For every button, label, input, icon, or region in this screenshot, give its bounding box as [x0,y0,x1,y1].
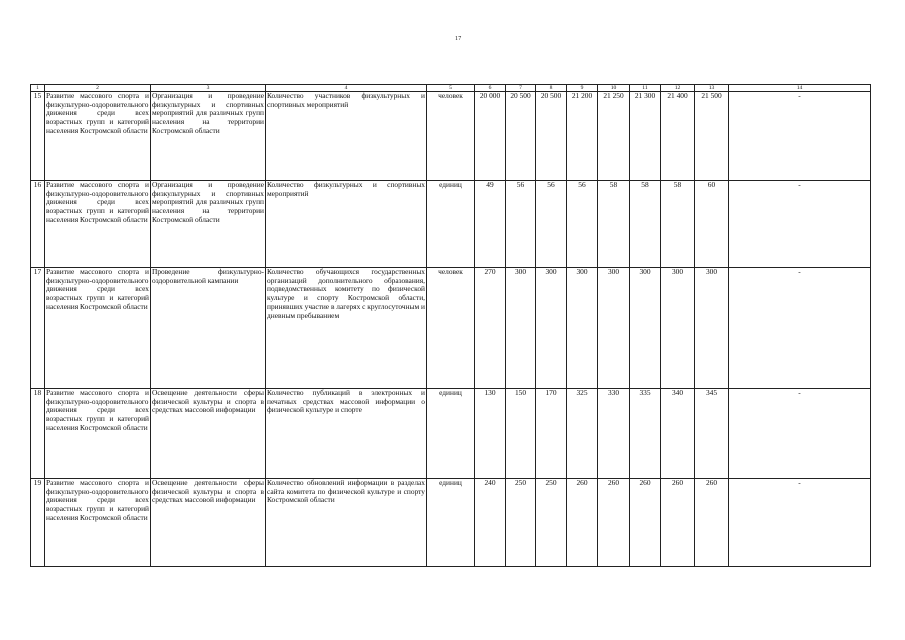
indicator-cell: Количество участников физкультурных и спортивных мероприятий [266,92,427,181]
value-cell: 240 [475,479,506,567]
column-header: 9 [567,85,598,92]
indicators-table [30,84,871,567]
value-cell: 250 [536,479,567,567]
task-cell: Развитие массового спорта и физкультурно-оздоровительного движения среди всех возрастных групп и категорий населения Костромской области [45,479,151,567]
value-cell: 300 [506,268,536,389]
value-cell: 20 500 [506,92,536,181]
value-cell: 20 000 [475,92,506,181]
value-cell: 300 [695,268,729,389]
note-cell: - [729,389,871,479]
value-cell: 21 500 [695,92,729,181]
value-cell: 250 [506,479,536,567]
page-number: 17 [455,36,462,42]
value-cell: 130 [475,389,506,479]
task-cell: Развитие массового спорта и физкультурно-оздоровительного движения среди всех возрастных групп и категорий населения Костромской области [45,389,151,479]
note-cell: - [729,92,871,181]
value-cell: 21 250 [598,92,630,181]
value-cell: 56 [536,181,567,268]
value-cell: 345 [695,389,729,479]
column-header: 13 [695,85,729,92]
value-cell: 325 [567,389,598,479]
value-cell: 340 [661,389,695,479]
indicator-cell: Количество обновлений информации в разделах сайта комитета по физической культуре и спорту Костромской области [266,479,427,567]
value-cell: 300 [630,268,661,389]
column-header: 6 [475,85,506,92]
value-cell: 300 [661,268,695,389]
value-cell: 21 300 [630,92,661,181]
indicator-cell: Количество обучающихся государственных организаций дополнительного образования, подведомственных комитету по физической культуре и спорту Костромской области, принявших участие в лагерях с круглосуточным и дневным пребыванием [266,268,427,389]
row-number: 19 [31,479,45,567]
value-cell: 260 [661,479,695,567]
value-cell: 260 [630,479,661,567]
unit-cell: единиц [427,389,475,479]
value-cell: 58 [661,181,695,268]
value-cell: 21 400 [661,92,695,181]
column-header: 14 [729,85,871,92]
value-cell: 49 [475,181,506,268]
value-cell: 330 [598,389,630,479]
table-row [31,268,871,389]
task-cell: Развитие массового спорта и физкультурно-оздоровительного движения среди всех возрастных групп и категорий населения Костромской области [45,92,151,181]
row-number: 15 [31,92,45,181]
unit-cell: единиц [427,181,475,268]
event-cell: Освещение деятельности сферы физической культуры и спорта в средствах массовой информации [151,479,266,567]
value-cell: 300 [536,268,567,389]
header-row [31,85,871,92]
column-header: 1 [31,85,45,92]
note-cell: - [729,268,871,389]
value-cell: 58 [630,181,661,268]
unit-cell: человек [427,268,475,389]
table-row [31,181,871,268]
value-cell: 260 [567,479,598,567]
value-cell: 60 [695,181,729,268]
column-header: 8 [536,85,567,92]
column-header: 3 [151,85,266,92]
event-cell: Организация и проведение физкультурных и спортивных мероприятий для различных групп населения на территории Костромской области [151,181,266,268]
column-header: 2 [45,85,151,92]
value-cell: 170 [536,389,567,479]
value-cell: 260 [695,479,729,567]
value-cell: 270 [475,268,506,389]
row-number: 18 [31,389,45,479]
value-cell: 56 [567,181,598,268]
indicator-cell: Количество публикаций в электронных и печатных средствах массовой информации о физической культуре и спорте [266,389,427,479]
unit-cell: единиц [427,479,475,567]
row-number: 16 [31,181,45,268]
unit-cell: человек [427,92,475,181]
value-cell: 150 [506,389,536,479]
table-row [31,92,871,181]
column-header: 10 [598,85,630,92]
value-cell: 300 [567,268,598,389]
event-cell: Освещение деятельности сферы физической культуры и спорта в средствах массовой информации [151,389,266,479]
value-cell: 58 [598,181,630,268]
task-cell: Развитие массового спорта и физкультурно-оздоровительного движения среди всех возрастных групп и категорий населения Костромской области [45,181,151,268]
note-cell: - [729,479,871,567]
indicator-cell: Количество физкультурных и спортивных мероприятий [266,181,427,268]
column-header: 4 [266,85,427,92]
note-cell: - [729,181,871,268]
event-cell: Организация и проведение физкультурных и спортивных мероприятий для различных групп населения на территории Костромской области [151,92,266,181]
row-number: 17 [31,268,45,389]
value-cell: 21 200 [567,92,598,181]
task-cell: Развитие массового спорта и физкультурно-оздоровительного движения среди всех возрастных групп и категорий населения Костромской области [45,268,151,389]
column-header: 5 [427,85,475,92]
column-header: 12 [661,85,695,92]
event-cell: Проведение физкультурно-оздоровительной кампании [151,268,266,389]
value-cell: 300 [598,268,630,389]
value-cell: 335 [630,389,661,479]
value-cell: 260 [598,479,630,567]
column-header: 11 [630,85,661,92]
value-cell: 20 500 [536,92,567,181]
value-cell: 56 [506,181,536,268]
table-row [31,479,871,567]
table-row [31,389,871,479]
column-header: 7 [506,85,536,92]
